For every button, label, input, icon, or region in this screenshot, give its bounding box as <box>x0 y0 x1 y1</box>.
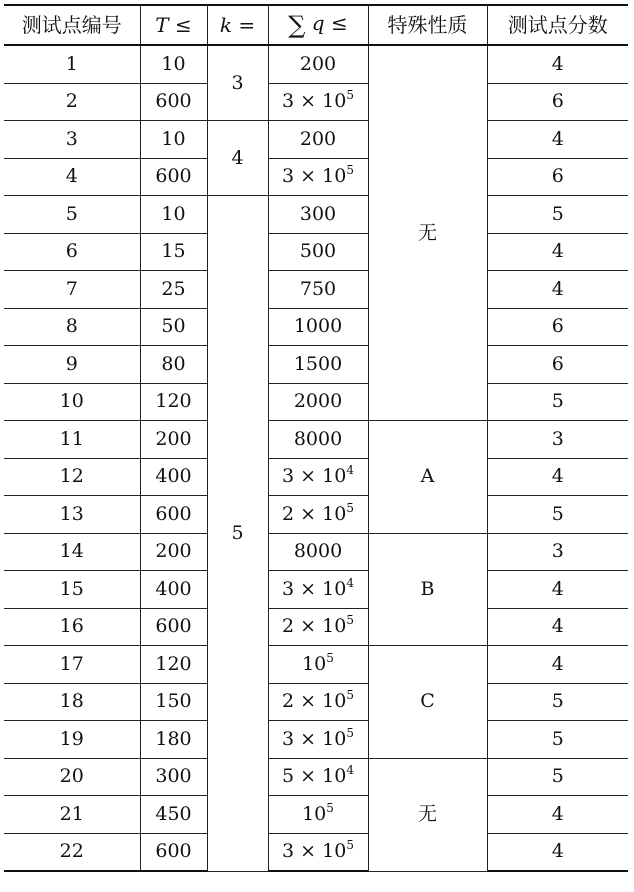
q-base: 5 × 10 <box>282 765 347 788</box>
special-property-cell: A <box>368 421 487 534</box>
table-row <box>4 721 628 759</box>
test-id-cell: 19 <box>4 721 140 759</box>
score-cell: 6 <box>487 346 628 384</box>
score-cell: 4 <box>487 121 628 159</box>
score-cell: 4 <box>487 233 628 271</box>
test-id-cell: 21 <box>4 796 140 834</box>
table-row <box>4 683 628 721</box>
q-sum-limit-cell: 200 <box>268 121 368 159</box>
k-value-cell: 4 <box>207 121 268 196</box>
score-cell: 4 <box>487 571 628 609</box>
t-limit-cell: 300 <box>140 758 207 796</box>
q-base: 3 × 10 <box>282 840 347 863</box>
q-sum-limit-cell <box>268 721 368 759</box>
table-row <box>4 158 628 196</box>
q-base: 2 × 10 <box>282 690 347 713</box>
q-base: 3 × 10 <box>282 577 347 600</box>
score-cell: 6 <box>487 158 628 196</box>
header-q-op: ≤ <box>330 11 348 35</box>
score-cell: 5 <box>487 721 628 759</box>
score-cell: 5 <box>487 496 628 534</box>
q-sum-limit-cell: 1000 <box>268 308 368 346</box>
q-exponent: 5 <box>346 838 354 853</box>
q-sum-limit-cell <box>268 608 368 646</box>
q-sum-limit-cell: 8000 <box>268 421 368 459</box>
test-id-cell: 4 <box>4 158 140 196</box>
special-property-cell: 无 <box>368 45 487 421</box>
q-exponent: 5 <box>346 88 354 103</box>
table-row <box>4 646 628 684</box>
table-header <box>4 5 628 45</box>
t-limit-cell: 80 <box>140 346 207 384</box>
test-id-cell: 6 <box>4 233 140 271</box>
header-row <box>4 5 628 45</box>
q-sum-limit-cell <box>268 458 368 496</box>
header-q-sum-limit <box>268 5 368 45</box>
header-test-id: 测试点编号 <box>4 5 140 45</box>
test-id-cell: 2 <box>4 83 140 121</box>
q-sum-limit-cell: 500 <box>268 233 368 271</box>
q-exponent: 5 <box>326 800 334 815</box>
table-row <box>4 796 628 834</box>
score-cell: 6 <box>487 308 628 346</box>
table-row <box>4 608 628 646</box>
special-property-cell: C <box>368 646 487 759</box>
test-id-cell: 14 <box>4 533 140 571</box>
header-k-value <box>207 5 268 45</box>
t-limit-cell: 50 <box>140 308 207 346</box>
score-cell: 5 <box>487 683 628 721</box>
test-id-cell: 13 <box>4 496 140 534</box>
q-sum-limit-cell: 750 <box>268 271 368 309</box>
special-property-cell: B <box>368 533 487 646</box>
q-sum-limit-cell: 8000 <box>268 533 368 571</box>
test-id-cell: 12 <box>4 458 140 496</box>
test-data-table <box>4 4 628 872</box>
table-row <box>4 421 628 459</box>
test-id-cell: 11 <box>4 421 140 459</box>
test-id-cell: 3 <box>4 121 140 159</box>
q-sum-limit-cell: 300 <box>268 196 368 234</box>
q-sum-limit-cell <box>268 833 368 871</box>
score-cell: 4 <box>487 458 628 496</box>
header-t-var: T <box>155 13 169 37</box>
score-cell: 4 <box>487 271 628 309</box>
q-sum-limit-cell <box>268 796 368 834</box>
test-id-cell: 20 <box>4 758 140 796</box>
table-body <box>4 45 628 871</box>
table-row <box>4 45 628 83</box>
t-limit-cell: 120 <box>140 646 207 684</box>
test-id-cell: 15 <box>4 571 140 609</box>
table-row <box>4 121 628 159</box>
q-exponent: 4 <box>346 763 354 778</box>
test-id-cell: 10 <box>4 383 140 421</box>
q-exponent: 4 <box>346 463 354 478</box>
t-limit-cell: 450 <box>140 796 207 834</box>
score-cell: 5 <box>487 383 628 421</box>
header-t-op: ≤ <box>174 13 192 37</box>
table-row <box>4 758 628 796</box>
score-cell: 4 <box>487 45 628 83</box>
table-row <box>4 271 628 309</box>
score-cell: 4 <box>487 796 628 834</box>
table-row <box>4 308 628 346</box>
score-cell: 3 <box>487 533 628 571</box>
test-id-cell: 9 <box>4 346 140 384</box>
table-row <box>4 458 628 496</box>
score-cell: 3 <box>487 421 628 459</box>
special-property-cell: 无 <box>368 758 487 871</box>
t-limit-cell: 600 <box>140 83 207 121</box>
q-sum-limit-cell <box>268 571 368 609</box>
test-id-cell: 7 <box>4 271 140 309</box>
t-limit-cell: 600 <box>140 608 207 646</box>
q-base: 3 × 10 <box>282 727 347 750</box>
header-k-op: = <box>238 13 256 37</box>
q-exponent: 5 <box>346 725 354 740</box>
t-limit-cell: 10 <box>140 45 207 83</box>
score-cell: 5 <box>487 758 628 796</box>
t-limit-cell: 200 <box>140 533 207 571</box>
t-limit-cell: 600 <box>140 496 207 534</box>
score-cell: 5 <box>487 196 628 234</box>
k-value-cell: 5 <box>207 196 268 872</box>
test-id-cell: 5 <box>4 196 140 234</box>
test-id-cell: 22 <box>4 833 140 871</box>
q-base: 10 <box>302 802 327 825</box>
q-exponent: 5 <box>346 500 354 515</box>
test-id-cell: 16 <box>4 608 140 646</box>
score-cell: 6 <box>487 83 628 121</box>
test-id-cell: 1 <box>4 45 140 83</box>
test-id-cell: 8 <box>4 308 140 346</box>
t-limit-cell: 200 <box>140 421 207 459</box>
table-row <box>4 233 628 271</box>
header-q-var: q <box>311 11 325 35</box>
test-id-cell: 18 <box>4 683 140 721</box>
q-exponent: 5 <box>346 613 354 628</box>
header-special-property: 特殊性质 <box>368 5 487 45</box>
t-limit-cell: 400 <box>140 571 207 609</box>
q-sum-limit-cell: 200 <box>268 45 368 83</box>
header-k-var: k <box>219 13 232 37</box>
q-sum-limit-cell <box>268 496 368 534</box>
score-cell: 4 <box>487 608 628 646</box>
t-limit-cell: 150 <box>140 683 207 721</box>
q-base: 10 <box>302 652 327 675</box>
header-t-limit <box>140 5 207 45</box>
q-base: 3 × 10 <box>282 90 347 113</box>
t-limit-cell: 10 <box>140 196 207 234</box>
table-row <box>4 833 628 871</box>
q-sum-limit-cell <box>268 758 368 796</box>
table-row <box>4 496 628 534</box>
table-row <box>4 383 628 421</box>
table-row <box>4 533 628 571</box>
table-row <box>4 83 628 121</box>
q-exponent: 4 <box>346 575 354 590</box>
q-base: 2 × 10 <box>282 502 347 525</box>
t-limit-cell: 400 <box>140 458 207 496</box>
header-score: 测试点分数 <box>487 5 628 45</box>
t-limit-cell: 180 <box>140 721 207 759</box>
q-sum-limit-cell <box>268 683 368 721</box>
header-sum-symbol: ∑ <box>288 11 306 39</box>
table-row <box>4 346 628 384</box>
table-row <box>4 571 628 609</box>
score-cell: 4 <box>487 833 628 871</box>
table-row <box>4 196 628 234</box>
q-sum-limit-cell <box>268 83 368 121</box>
k-value-cell: 3 <box>207 45 268 121</box>
q-sum-limit-cell: 2000 <box>268 383 368 421</box>
q-exponent: 5 <box>346 688 354 703</box>
q-base: 3 × 10 <box>282 165 347 188</box>
q-exponent: 5 <box>346 163 354 178</box>
t-limit-cell: 600 <box>140 158 207 196</box>
q-sum-limit-cell <box>268 646 368 684</box>
q-sum-limit-cell <box>268 158 368 196</box>
q-exponent: 5 <box>326 650 334 665</box>
t-limit-cell: 25 <box>140 271 207 309</box>
t-limit-cell: 10 <box>140 121 207 159</box>
q-sum-limit-cell: 1500 <box>268 346 368 384</box>
t-limit-cell: 600 <box>140 833 207 871</box>
q-base: 3 × 10 <box>282 465 347 488</box>
test-id-cell: 17 <box>4 646 140 684</box>
t-limit-cell: 15 <box>140 233 207 271</box>
score-cell: 4 <box>487 646 628 684</box>
q-base: 2 × 10 <box>282 615 347 638</box>
t-limit-cell: 120 <box>140 383 207 421</box>
